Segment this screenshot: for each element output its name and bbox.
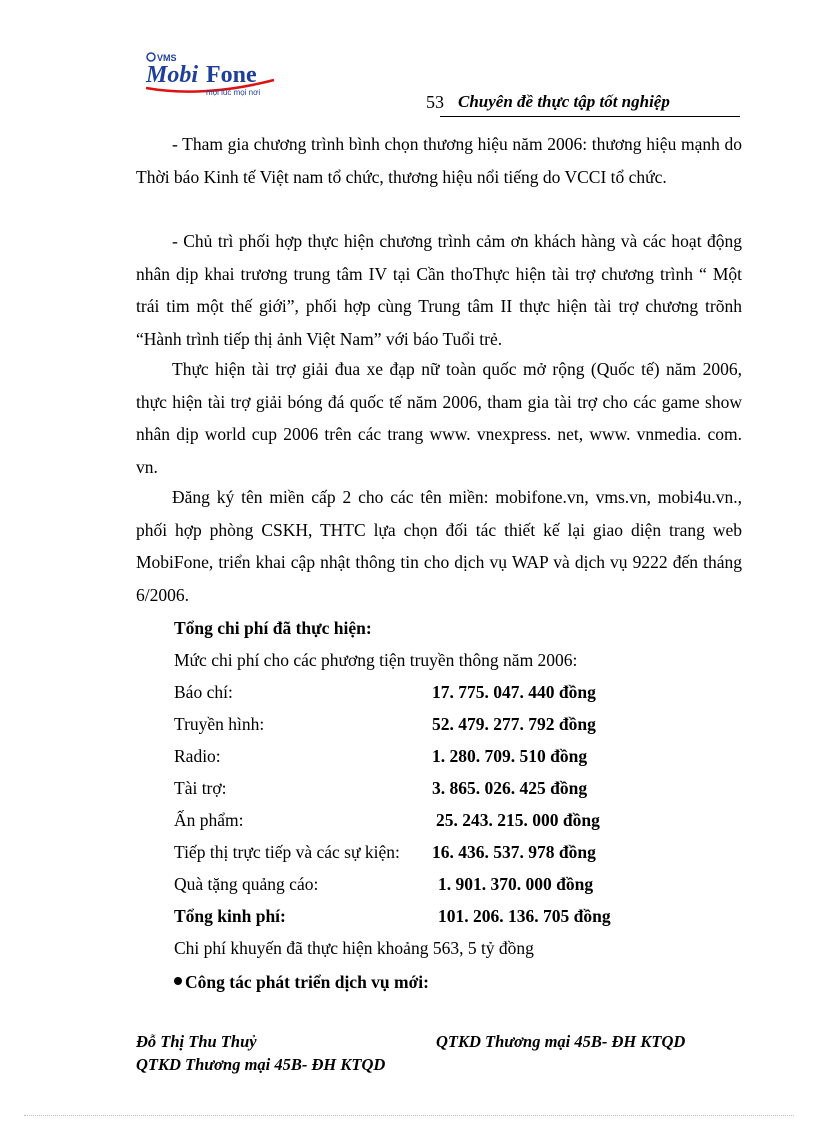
- costs-heading: Tổng chi phí đã thực hiện:: [174, 618, 372, 638]
- cost-value: 17. 775. 047. 440 đồng: [432, 682, 596, 702]
- cost-value: 25. 243. 215. 000 đồng: [436, 810, 600, 830]
- cost-value: 1. 901. 370. 000 đồng: [438, 874, 594, 894]
- paragraph-customer-thanks: - Chủ trì phối hợp thực hiện chương trình cảm ơn khách hàng và các hoạt động nhân dịp khai trương trung tâm IV tại Cần thoThực hiện tài trợ chương trình “ Một trái tim một thế giới”, phối hợp cùng Trung tâm II thực hiện tài trợ chương trõnh “Hành trình tiếp thị ảnh Việt Nam” với báo Tuổi trẻ.: [136, 231, 742, 349]
- footer-author: Đỗ Thị Thu Thuỷ: [136, 1032, 257, 1051]
- paragraph-brand-vote: - Tham gia chương trình bình chọn thương hiệu năm 2006: thương hiệu mạnh do Thời báo Kinh tế Việt nam tổ chức, thương hiệu nổi tiếng do VCCI tổ chức.: [136, 134, 742, 187]
- costs-intro: Mức chi phí cho các phương tiện truyền thông năm 2006:: [174, 650, 578, 670]
- logo-mobi-text: Mobi: [146, 62, 199, 88]
- logo-fone-text: Fone: [206, 62, 257, 88]
- cost-label: Radio:: [174, 746, 221, 766]
- mobifone-logo: [144, 50, 284, 100]
- page-bottom-rule: [24, 1115, 794, 1116]
- cost-label: Truyền hình:: [174, 714, 265, 734]
- cost-value: 3. 865. 026. 425 đồng: [432, 778, 588, 798]
- total-label: Tổng kinh phí:: [174, 906, 286, 926]
- total-value: 101. 206. 136. 705 đồng: [438, 906, 611, 926]
- cost-value: 16. 436. 537. 978 đồng: [432, 842, 596, 862]
- section-bullet-text: Công tác phát triển dịch vụ mới:: [185, 972, 430, 992]
- cost-label: Quà tặng quảng cáo:: [174, 874, 319, 894]
- cost-label: Báo chí:: [174, 682, 233, 702]
- paragraph-domains: Đăng ký tên miền cấp 2 cho các tên miền: mobifone.vn, vms.vn, mobi4u.vn., phối hợp phòng CSKH, THTC lựa chọn đối tác thiết kế lại giao diện trang web MobiFone, triển khai cập nhật thông tin cho dịch vụ WAP và dịch vụ 9222 đến tháng 6/2006.: [136, 487, 742, 605]
- promo-note: Chi phí khuyến đã thực hiện khoảng 563, 5 tỷ đồng: [174, 938, 534, 958]
- cost-label: Tiếp thị trực tiếp và các sự kiện:: [174, 842, 400, 862]
- cost-value: 1. 280. 709. 510 đồng: [432, 746, 588, 766]
- logo-vms-text: VMS: [157, 53, 177, 63]
- bullet-dot-icon: [174, 977, 182, 985]
- section-bullet: [174, 966, 429, 998]
- footer-class-right: QTKD Thương mại 45B- ĐH KTQD: [436, 1032, 686, 1051]
- paragraph-sponsorship: Thực hiện tài trợ giải đua xe đạp nữ toàn quốc mở rộng (Quốc tế) năm 2006, thực hiện tài trợ giải bóng đá quốc tế năm 2006, tham gia tài trợ cho các game show nhân dịp world cup 2006 trên các trang www. vnexpress. net, www. vnmedia. com. vn.: [136, 359, 742, 477]
- logo-tagline: mọi lúc mọi nơi: [206, 88, 261, 97]
- page-number: 53: [426, 92, 444, 112]
- footer-class-left: QTKD Thương mại 45B- ĐH KTQD: [136, 1055, 386, 1074]
- cost-value: 52. 479. 277. 792 đồng: [432, 714, 596, 734]
- cost-label: Ấn phẩm:: [174, 810, 244, 830]
- cost-label: Tài trợ:: [174, 778, 227, 798]
- page-header-title: Chuyên đề thực tập tốt nghiệp: [458, 92, 670, 111]
